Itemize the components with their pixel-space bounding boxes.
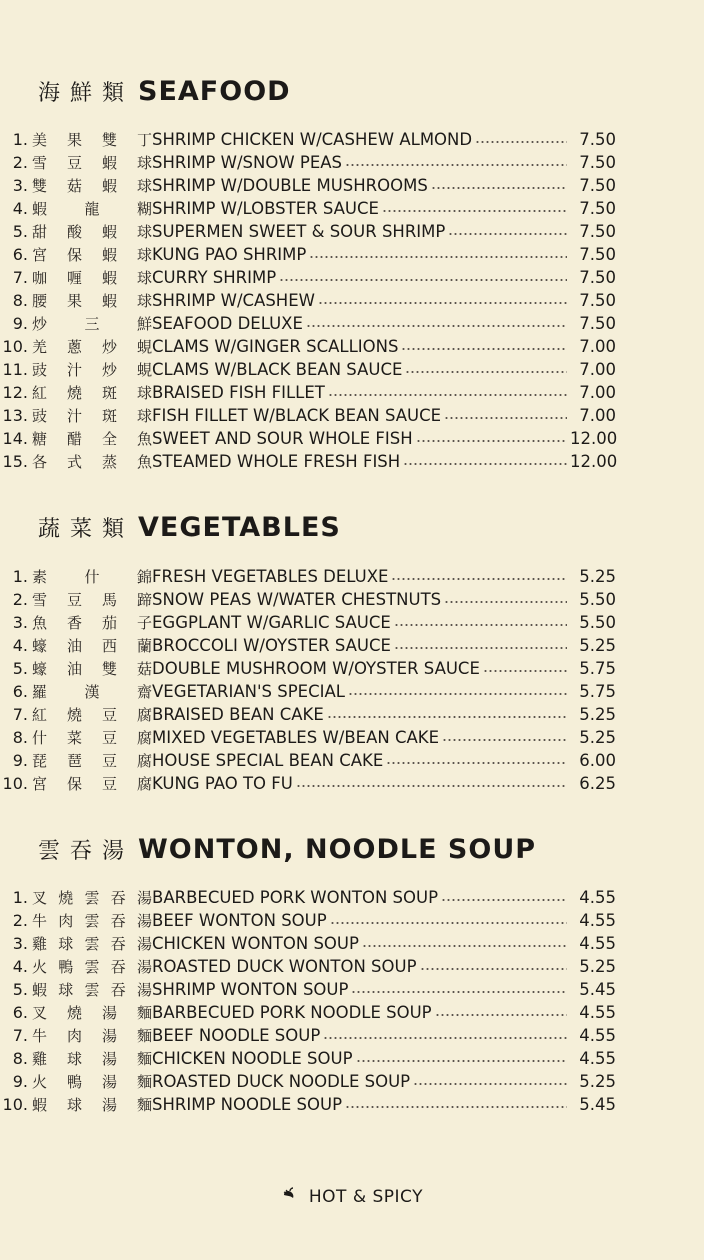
item-price: 4.55 bbox=[579, 888, 616, 907]
item-number: 14. bbox=[2, 429, 28, 448]
item-price: 5.50 bbox=[579, 613, 616, 632]
section-title: SEAFOOD bbox=[138, 76, 291, 107]
item-number: 6. bbox=[12, 682, 28, 701]
item-price: 7.50 bbox=[579, 199, 616, 218]
item-number: 4. bbox=[12, 957, 28, 976]
item-name: DOUBLE MUSHROOM W/OYSTER SAUCE bbox=[152, 659, 480, 678]
item-number: 4. bbox=[12, 636, 28, 655]
item-name: SUPERMEN SWEET & SOUR SHRIMP bbox=[152, 222, 446, 241]
dot-leader bbox=[401, 346, 567, 352]
menu-item-row bbox=[0, 312, 704, 335]
item-number: 10. bbox=[2, 774, 28, 793]
item-name: BARBECUED PORK WONTON SOUP bbox=[152, 888, 439, 907]
dot-leader bbox=[435, 1012, 567, 1018]
menu-item-row bbox=[0, 243, 704, 266]
dot-leader bbox=[394, 622, 567, 628]
item-name: ROASTED DUCK WONTON SOUP bbox=[152, 957, 417, 976]
item-name: BRAISED BEAN CAKE bbox=[152, 705, 324, 724]
item-number: 3. bbox=[12, 613, 28, 632]
item-name: SHRIMP W/SNOW PEAS bbox=[152, 153, 343, 172]
item-name-zh: 雞球湯麵 bbox=[32, 1050, 152, 1068]
menu-item-row bbox=[0, 1093, 704, 1116]
item-number: 9. bbox=[12, 314, 28, 333]
item-price: 12.00 bbox=[570, 452, 618, 471]
item-name-zh: 美果雙丁 bbox=[32, 131, 152, 149]
menu-item-row bbox=[0, 197, 704, 220]
item-name-zh: 蝦球湯麵 bbox=[32, 1096, 152, 1114]
item-number: 10. bbox=[2, 337, 28, 356]
section-title-zh: 海鮮類 bbox=[38, 81, 135, 106]
item-number: 7. bbox=[12, 705, 28, 724]
menu-item-row bbox=[0, 932, 704, 955]
menu-item-row bbox=[0, 726, 704, 749]
dot-leader bbox=[356, 1058, 567, 1064]
item-name-zh: 什菜豆腐 bbox=[32, 729, 152, 747]
item-name-zh: 琵琶豆腐 bbox=[32, 752, 152, 770]
item-name-zh: 宮保蝦球 bbox=[32, 246, 152, 264]
menu-item-row bbox=[0, 565, 704, 588]
item-price: 5.45 bbox=[579, 980, 616, 999]
item-name-zh: 紅燒斑球 bbox=[32, 384, 152, 402]
menu-item-row bbox=[0, 703, 704, 726]
item-number: 2. bbox=[12, 911, 28, 930]
item-name: KUNG PAO SHRIMP bbox=[152, 245, 307, 264]
item-name: BEEF NOODLE SOUP bbox=[152, 1026, 321, 1045]
item-number: 1. bbox=[12, 888, 28, 907]
section-title-zh: 蔬菜類 bbox=[38, 517, 135, 542]
item-price: 5.25 bbox=[579, 567, 616, 586]
item-name-zh: 蠔油雙菇 bbox=[32, 660, 152, 678]
dot-leader bbox=[431, 185, 567, 191]
dot-leader bbox=[441, 897, 567, 903]
item-name: CHICKEN WONTON SOUP bbox=[152, 934, 359, 953]
item-name-zh: 腰果蝦球 bbox=[32, 292, 152, 310]
item-price: 7.00 bbox=[579, 337, 616, 356]
section-header-vegetables bbox=[38, 512, 341, 543]
item-name: KUNG PAO TO FU bbox=[152, 774, 293, 793]
menu-item-row bbox=[0, 978, 704, 1001]
item-name-zh: 糖醋全魚 bbox=[32, 430, 152, 448]
item-price: 7.50 bbox=[579, 176, 616, 195]
item-name: BARBECUED PORK NOODLE SOUP bbox=[152, 1003, 432, 1022]
item-name-zh: 甜酸蝦球 bbox=[32, 223, 152, 241]
section-title-zh: 雲吞湯 bbox=[38, 839, 135, 864]
item-name-zh: 叉燒湯麵 bbox=[32, 1004, 152, 1022]
item-number: 8. bbox=[12, 1049, 28, 1068]
item-number: 10. bbox=[2, 1095, 28, 1114]
item-price: 7.50 bbox=[579, 130, 616, 149]
dot-leader bbox=[405, 369, 567, 375]
menu-item-row bbox=[0, 427, 704, 450]
item-number: 1. bbox=[12, 567, 28, 586]
dot-leader bbox=[386, 760, 567, 766]
menu-item-row bbox=[0, 1001, 704, 1024]
dot-leader bbox=[475, 139, 567, 145]
menu-item-row bbox=[0, 266, 704, 289]
item-name: SNOW PEAS W/WATER CHESTNUTS bbox=[152, 590, 442, 609]
item-name-zh: 素什錦 bbox=[32, 568, 152, 586]
menu-item-row bbox=[0, 772, 704, 795]
item-name: VEGETARIAN'S SPECIAL bbox=[152, 682, 345, 701]
menu-item-row bbox=[0, 611, 704, 634]
footer-label: HOT & SPICY bbox=[308, 1187, 424, 1207]
menu-item-row bbox=[0, 909, 704, 932]
item-price: 7.00 bbox=[579, 383, 616, 402]
menu-item-row bbox=[0, 404, 704, 427]
item-name: SHRIMP W/CASHEW bbox=[152, 291, 315, 310]
dot-leader bbox=[328, 392, 567, 398]
item-price: 4.55 bbox=[579, 1026, 616, 1045]
item-price: 6.25 bbox=[579, 774, 616, 793]
dot-leader bbox=[345, 1104, 567, 1110]
item-name: CLAMS W/GINGER SCALLIONS bbox=[152, 337, 399, 356]
item-number: 1. bbox=[12, 130, 28, 149]
menu-item-row bbox=[0, 588, 704, 611]
dot-leader bbox=[416, 438, 567, 444]
item-price: 5.75 bbox=[579, 682, 616, 701]
item-number: 9. bbox=[12, 751, 28, 770]
section-header-soup bbox=[38, 834, 536, 865]
item-number: 5. bbox=[12, 222, 28, 241]
item-name-zh: 炒三鮮 bbox=[32, 315, 152, 333]
item-number: 3. bbox=[12, 176, 28, 195]
menu-item-row bbox=[0, 680, 704, 703]
item-name: ROASTED DUCK NOODLE SOUP bbox=[152, 1072, 411, 1091]
item-name-zh: 魚香茄子 bbox=[32, 614, 152, 632]
item-price: 5.45 bbox=[579, 1095, 616, 1114]
item-number: 4. bbox=[12, 199, 28, 218]
item-price: 7.00 bbox=[579, 406, 616, 425]
dot-leader bbox=[323, 1035, 567, 1041]
item-number: 12. bbox=[2, 383, 28, 402]
menu-item-row bbox=[0, 289, 704, 312]
item-name: SHRIMP WONTON SOUP bbox=[152, 980, 349, 999]
dot-leader bbox=[351, 989, 567, 995]
seafood-list bbox=[0, 128, 704, 473]
dot-leader bbox=[483, 668, 567, 674]
item-name-zh: 蠔油西蘭 bbox=[32, 637, 152, 655]
item-name: CLAMS W/BLACK BEAN SAUCE bbox=[152, 360, 403, 379]
item-number: 3. bbox=[12, 934, 28, 953]
item-price: 4.55 bbox=[579, 911, 616, 930]
item-name: SHRIMP NOODLE SOUP bbox=[152, 1095, 343, 1114]
menu-item-row bbox=[0, 657, 704, 680]
menu-item-row bbox=[0, 151, 704, 174]
item-number: 7. bbox=[12, 1026, 28, 1045]
dot-leader bbox=[442, 737, 567, 743]
item-name: SHRIMP CHICKEN W/CASHEW ALMOND bbox=[152, 130, 473, 149]
item-price: 7.50 bbox=[579, 153, 616, 172]
item-price: 5.25 bbox=[579, 1072, 616, 1091]
item-price: 5.25 bbox=[579, 636, 616, 655]
item-name: MIXED VEGETABLES W/BEAN CAKE bbox=[152, 728, 439, 747]
item-number: 8. bbox=[12, 291, 28, 310]
item-name-zh: 雪豆蝦球 bbox=[32, 154, 152, 172]
item-name-zh: 羅漢齋 bbox=[32, 683, 152, 701]
menu-item-row bbox=[0, 358, 704, 381]
item-price: 7.50 bbox=[579, 268, 616, 287]
dot-leader bbox=[309, 254, 567, 260]
item-name: SHRIMP W/LOBSTER SAUCE bbox=[152, 199, 379, 218]
dot-leader bbox=[448, 231, 567, 237]
item-price: 7.00 bbox=[579, 360, 616, 379]
item-name-zh: 雙菇蝦球 bbox=[32, 177, 152, 195]
dot-leader bbox=[403, 461, 567, 467]
item-number: 11. bbox=[2, 360, 28, 379]
item-name-zh: 宮保豆腐 bbox=[32, 775, 152, 793]
item-price: 5.50 bbox=[579, 590, 616, 609]
item-name: BEEF WONTON SOUP bbox=[152, 911, 327, 930]
item-price: 4.55 bbox=[579, 1003, 616, 1022]
dot-leader bbox=[327, 714, 567, 720]
item-number: 5. bbox=[12, 659, 28, 678]
dot-leader bbox=[279, 277, 567, 283]
item-number: 6. bbox=[12, 1003, 28, 1022]
item-number: 13. bbox=[2, 406, 28, 425]
item-price: 12.00 bbox=[570, 429, 618, 448]
dot-leader bbox=[413, 1081, 567, 1087]
item-name-zh: 火鴨雲吞湯 bbox=[32, 958, 152, 976]
soup-list bbox=[0, 886, 704, 1116]
dot-leader bbox=[348, 691, 567, 697]
item-name: EGGPLANT W/GARLIC SAUCE bbox=[152, 613, 391, 632]
menu-item-row bbox=[0, 955, 704, 978]
menu-item-row bbox=[0, 1070, 704, 1093]
item-price: 4.55 bbox=[579, 1049, 616, 1068]
item-name: BROCCOLI W/OYSTER SAUCE bbox=[152, 636, 391, 655]
item-name-zh: 牛肉湯麵 bbox=[32, 1027, 152, 1045]
item-number: 5. bbox=[12, 980, 28, 999]
item-price: 4.55 bbox=[579, 934, 616, 953]
dot-leader bbox=[444, 415, 567, 421]
item-number: 7. bbox=[12, 268, 28, 287]
item-number: 2. bbox=[12, 590, 28, 609]
item-name: SHRIMP W/DOUBLE MUSHROOMS bbox=[152, 176, 428, 195]
footer-legend bbox=[0, 1186, 704, 1207]
dot-leader bbox=[330, 920, 567, 926]
item-name-zh: 火鴨湯麵 bbox=[32, 1073, 152, 1091]
item-name: STEAMED WHOLE FRESH FISH bbox=[152, 452, 401, 471]
item-price: 7.50 bbox=[579, 245, 616, 264]
item-name: CHICKEN NOODLE SOUP bbox=[152, 1049, 353, 1068]
menu-item-row bbox=[0, 220, 704, 243]
item-name: FISH FILLET W/BLACK BEAN SAUCE bbox=[152, 406, 442, 425]
item-name: BRAISED FISH FILLET bbox=[152, 383, 325, 402]
dot-leader bbox=[318, 300, 567, 306]
dot-leader bbox=[362, 943, 567, 949]
item-name: HOUSE SPECIAL BEAN CAKE bbox=[152, 751, 384, 770]
dot-leader bbox=[296, 783, 567, 789]
dot-leader bbox=[391, 576, 567, 582]
chili-pepper-icon bbox=[281, 1186, 297, 1207]
item-name: CURRY SHRIMP bbox=[152, 268, 277, 287]
dot-leader bbox=[306, 323, 567, 329]
item-price: 5.25 bbox=[579, 728, 616, 747]
dot-leader bbox=[444, 599, 567, 605]
item-price: 6.00 bbox=[579, 751, 616, 770]
item-name-zh: 蝦球雲吞湯 bbox=[32, 981, 152, 999]
vegetables-list bbox=[0, 565, 704, 795]
item-number: 6. bbox=[12, 245, 28, 264]
item-name-zh: 雞球雲吞湯 bbox=[32, 935, 152, 953]
item-price: 7.50 bbox=[579, 222, 616, 241]
dot-leader bbox=[382, 208, 567, 214]
menu-item-row bbox=[0, 1024, 704, 1047]
item-name-zh: 牛肉雲吞湯 bbox=[32, 912, 152, 930]
item-name-zh: 蝦龍糊 bbox=[32, 200, 152, 218]
dot-leader bbox=[420, 966, 567, 972]
dot-leader bbox=[345, 162, 567, 168]
menu-item-row bbox=[0, 381, 704, 404]
section-title: WONTON, NOODLE SOUP bbox=[138, 834, 537, 865]
item-number: 9. bbox=[12, 1072, 28, 1091]
menu-item-row bbox=[0, 634, 704, 657]
item-name-zh: 羌蔥炒蜆 bbox=[32, 338, 152, 356]
item-price: 7.50 bbox=[579, 291, 616, 310]
item-name-zh: 各式蒸魚 bbox=[32, 453, 152, 471]
menu-item-row bbox=[0, 749, 704, 772]
menu-item-row bbox=[0, 886, 704, 909]
item-number: 8. bbox=[12, 728, 28, 747]
item-name-zh: 豉汁斑球 bbox=[32, 407, 152, 425]
item-number: 2. bbox=[12, 153, 28, 172]
item-name-zh: 豉汁炒蜆 bbox=[32, 361, 152, 379]
menu-item-row bbox=[0, 335, 704, 358]
menu-item-row bbox=[0, 174, 704, 197]
item-name: SEAFOOD DELUXE bbox=[152, 314, 303, 333]
item-name: FRESH VEGETABLES DELUXE bbox=[152, 567, 389, 586]
item-name-zh: 叉燒雲吞湯 bbox=[32, 889, 152, 907]
menu-item-row bbox=[0, 1047, 704, 1070]
item-name-zh: 紅燒豆腐 bbox=[32, 706, 152, 724]
item-price: 7.50 bbox=[579, 314, 616, 333]
item-price: 5.25 bbox=[579, 957, 616, 976]
item-name-zh: 雪豆馬蹄 bbox=[32, 591, 152, 609]
item-name: SWEET AND SOUR WHOLE FISH bbox=[152, 429, 413, 448]
menu-item-row bbox=[0, 128, 704, 151]
item-name-zh: 咖喱蝦球 bbox=[32, 269, 152, 287]
section-title: VEGETABLES bbox=[138, 512, 341, 543]
section-header-seafood bbox=[38, 76, 291, 107]
item-price: 5.75 bbox=[579, 659, 616, 678]
menu-item-row bbox=[0, 450, 704, 473]
item-price: 5.25 bbox=[579, 705, 616, 724]
item-number: 15. bbox=[2, 452, 28, 471]
dot-leader bbox=[394, 645, 567, 651]
